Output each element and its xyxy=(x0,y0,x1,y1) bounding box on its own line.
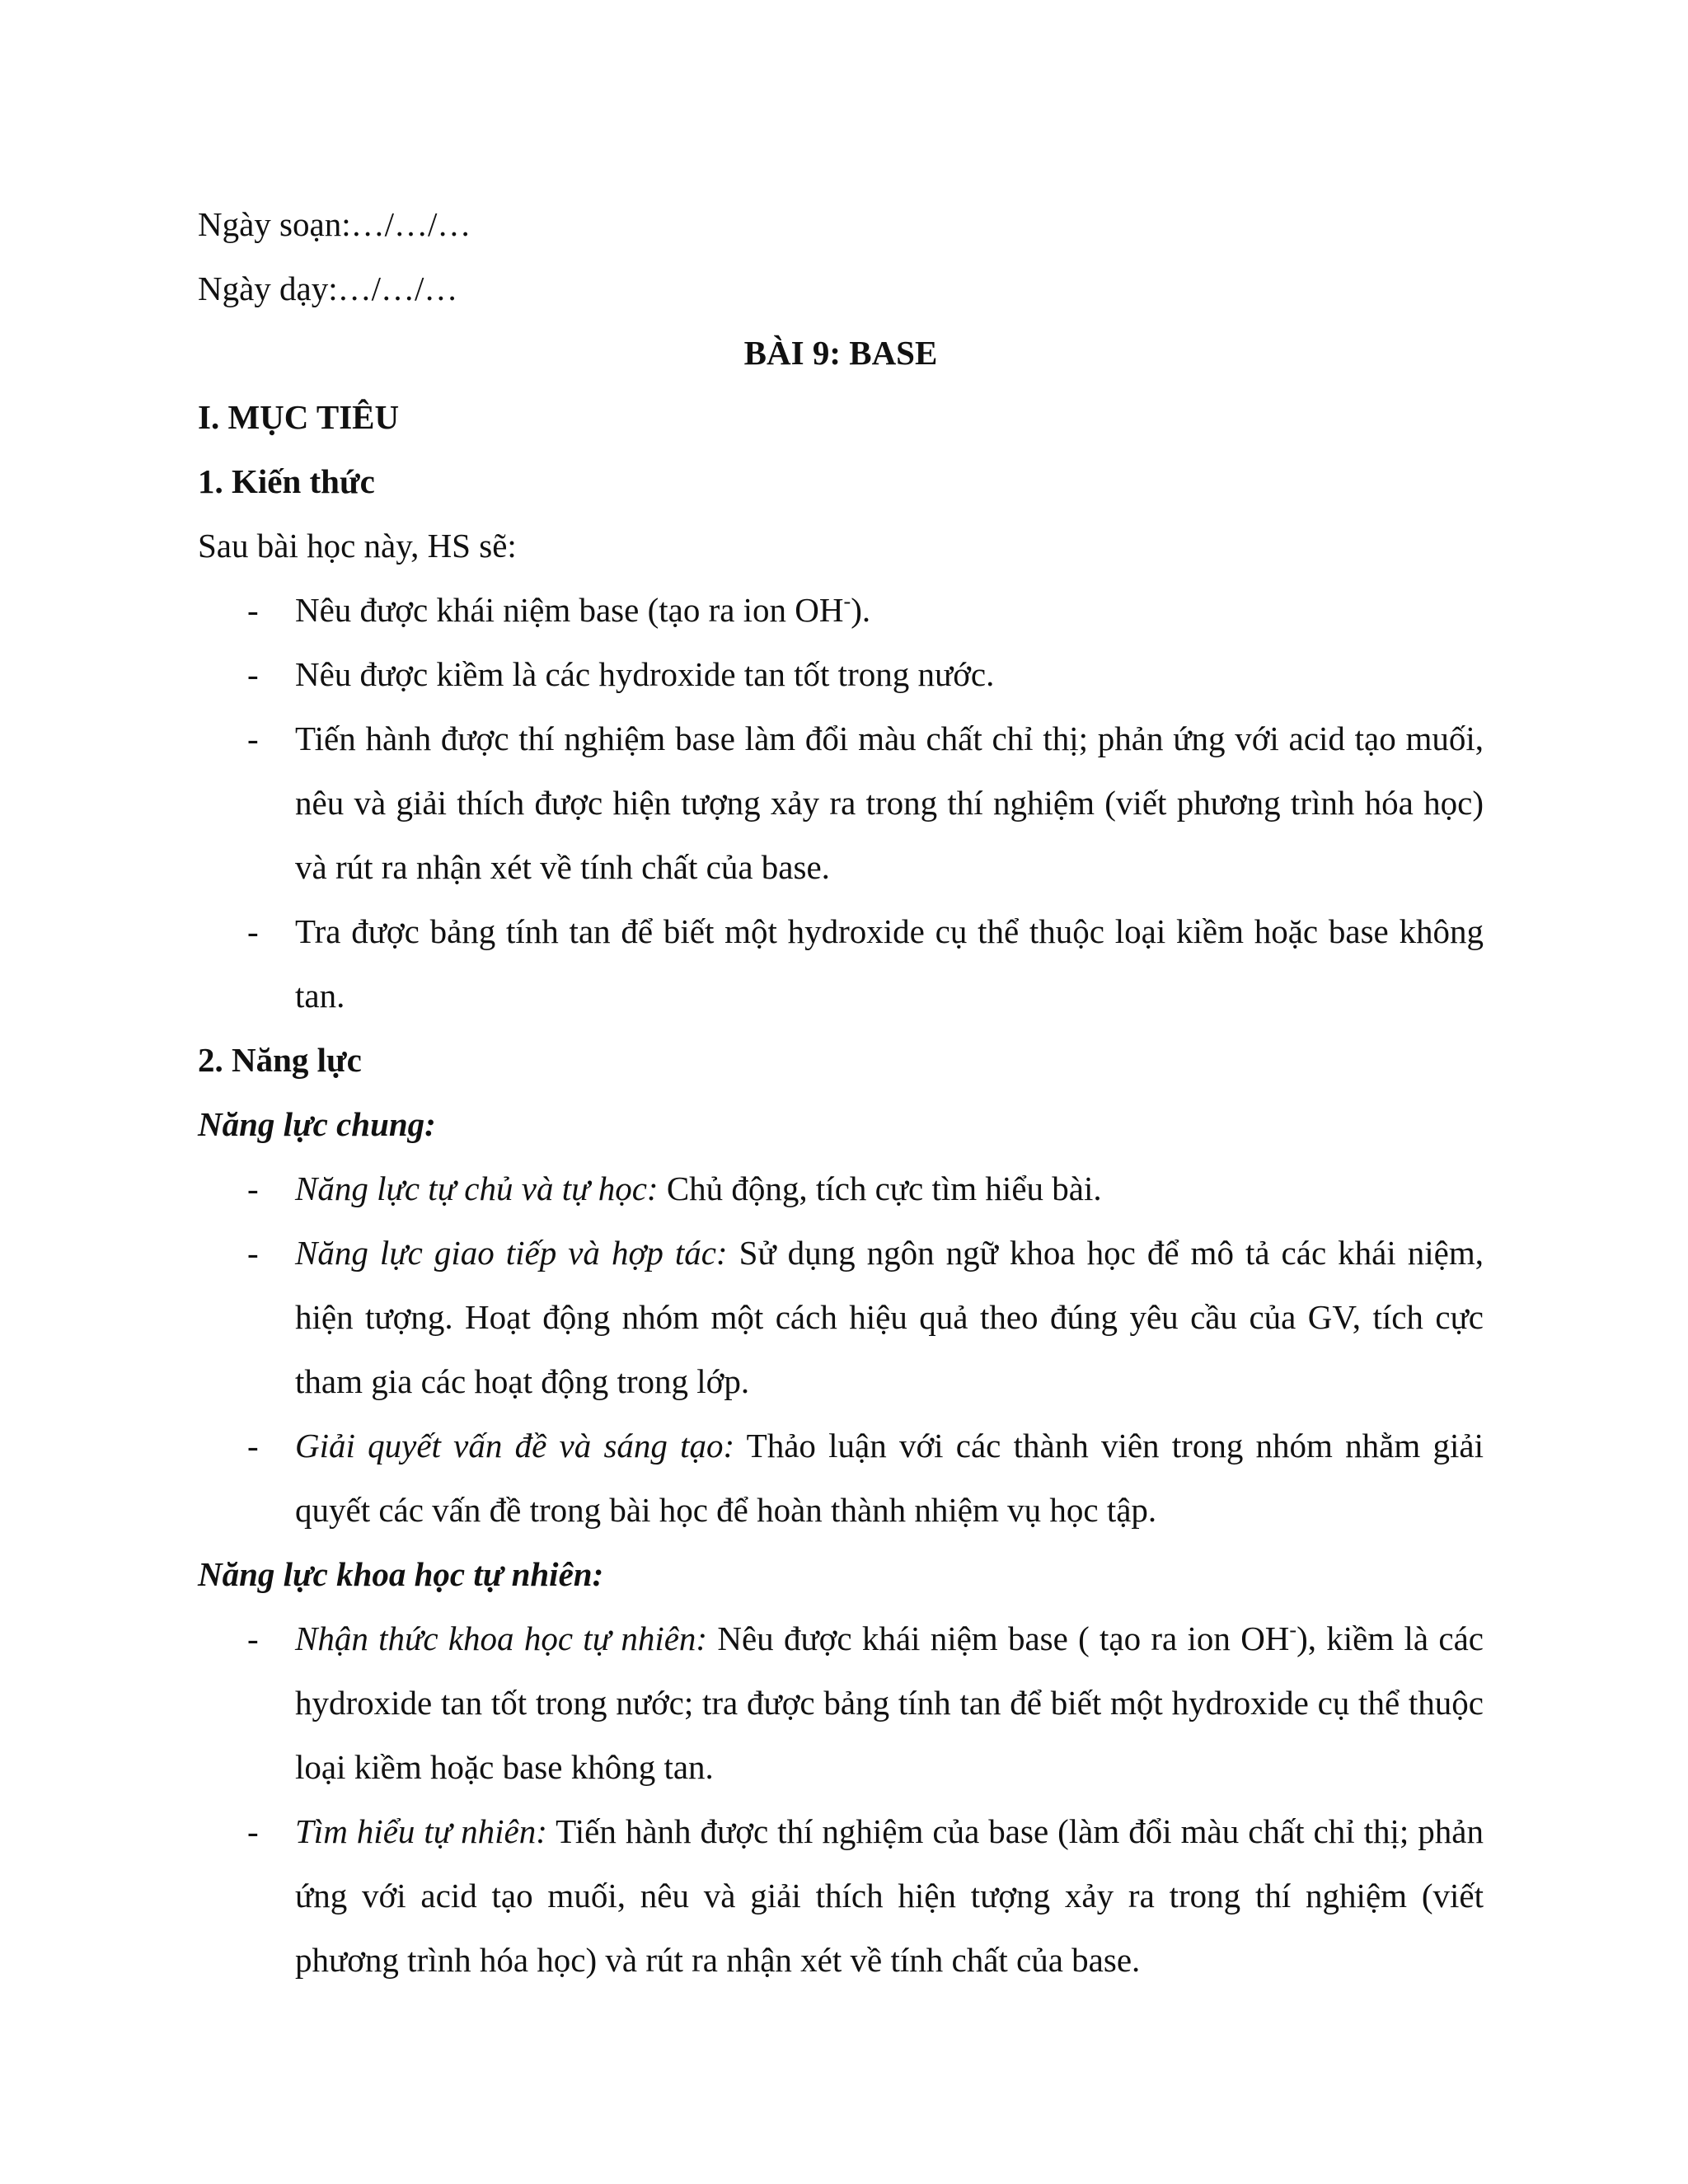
subheading-nang-luc: 2. Năng lực xyxy=(198,1041,362,1079)
nang-luc-chung-heading: Năng lực chung: xyxy=(198,1105,436,1143)
document-content xyxy=(198,192,1484,1992)
dash-bullet: - xyxy=(247,1812,259,1850)
list-item: - Nêu được khái niệm base (tạo ra ion OH-). xyxy=(198,578,1484,642)
dash-bullet: - xyxy=(247,1427,259,1465)
list-item: - Tiến hành được thí nghiệm base làm đổi màu chất chỉ thị; phản ứng với acid tạo muối, nêu và giải thích được hiện tượng xảy ra trong thí nghiệm (viết phương trình hóa học) và rút ra nhận xét về tính chất của base. xyxy=(198,706,1484,899)
dash-bullet: - xyxy=(247,912,259,950)
dash-bullet: - xyxy=(247,719,259,757)
dash-bullet: - xyxy=(247,591,259,629)
subheading-kien-thuc: 1. Kiến thức xyxy=(198,462,375,500)
dash-bullet: - xyxy=(247,655,259,693)
list-item: - Tra được bảng tính tan để biết một hydroxide cụ thể thuộc loại kiềm hoặc base không tan. xyxy=(198,899,1484,1028)
kien-thuc-intro: Sau bài học này, HS sẽ: xyxy=(198,527,517,565)
ngay-day: Ngày dạy:…/…/… xyxy=(198,269,458,307)
list-item: - Nhận thức khoa học tự nhiên: Nêu được khái niệm base ( tạo ra ion OH-), kiềm là các hydroxide tan tốt trong nước; tra được bảng tính tan để biết một hydroxide cụ thể thuộc loại kiềm hoặc base không tan. xyxy=(198,1606,1484,1799)
ngay-soan: Ngày soạn:…/…/… xyxy=(198,205,471,243)
list-item: - Năng lực tự chủ và tự học: Chủ động, tích cực tìm hiểu bài. xyxy=(198,1156,1484,1221)
kien-thuc-list xyxy=(198,578,1484,1028)
nang-luc-khtn-list xyxy=(198,1606,1484,1992)
dash-bullet: - xyxy=(247,1169,259,1207)
nang-luc-khtn-heading: Năng lực khoa học tự nhiên: xyxy=(198,1555,604,1593)
dash-bullet: - xyxy=(247,1619,259,1657)
lesson-title: BÀI 9: BASE xyxy=(743,334,938,372)
list-item: - Giải quyết vấn đề và sáng tạo: Thảo luận với các thành viên trong nhóm nhằm giải quyết các vấn đề trong bài học để hoàn thành nhiệm vụ học tập. xyxy=(198,1413,1484,1542)
list-item: - Năng lực giao tiếp và hợp tác: Sử dụng ngôn ngữ khoa học để mô tả các khái niệm, hiện tượng. Hoạt động nhóm một cách hiệu quả theo đúng yêu cầu của GV, tích cực tham gia các hoạt động trong lớp. xyxy=(198,1221,1484,1413)
nang-luc-chung-list xyxy=(198,1156,1484,1542)
section-heading-muc-tieu: I. MỤC TIÊU xyxy=(198,398,400,436)
dash-bullet: - xyxy=(247,1234,259,1272)
list-item: - Tìm hiểu tự nhiên: Tiến hành được thí nghiệm của base (làm đổi màu chất chỉ thị; phản ứng với acid tạo muối, nêu và giải thích hiện tượng xảy ra trong thí nghiệm (viết phương trình hóa học) và rút ra nhận xét về tính chất của base. xyxy=(198,1799,1484,1992)
list-item: - Nêu được kiềm là các hydroxide tan tốt trong nước. xyxy=(198,642,1484,706)
